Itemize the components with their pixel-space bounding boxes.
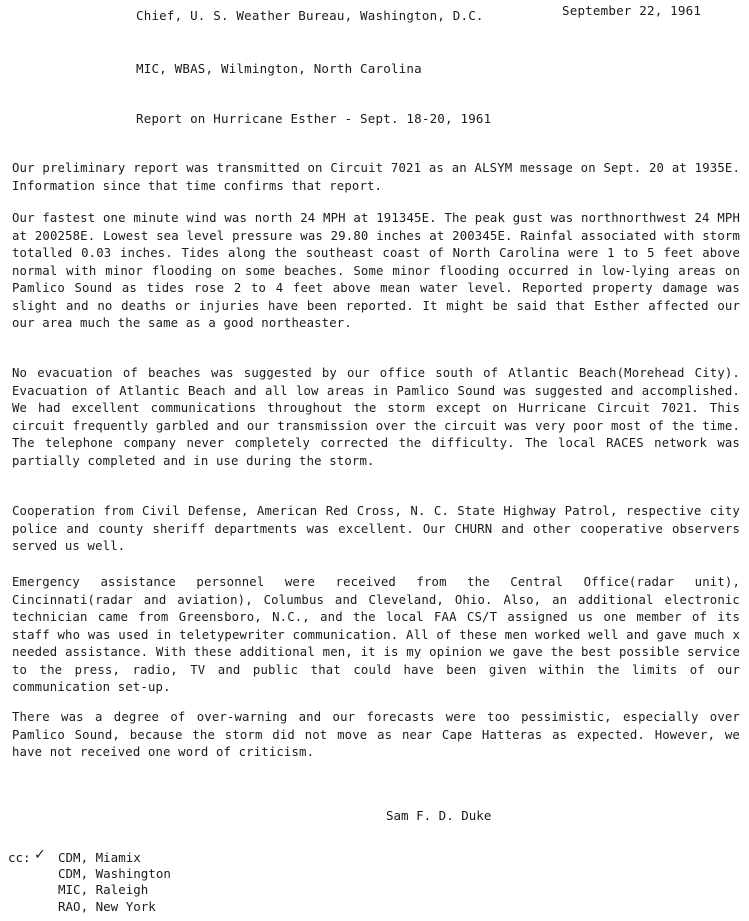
signature: Sam F. D. Duke [386,808,492,823]
check-mark-icon: ✓ [34,847,46,863]
paragraph-evacuation: No evacuation of beaches was suggested by our office south of Atlantic Beach(Morehead City). Evacuation of Atlantic Beach and all low areas in Pamlico Sound was suggested and accomplished. We had excellent communications throughout the storm except on Hurricane Circuit 7021. This circuit frequently garbled and our transmission over the circuit was very poor most of the time. The telephone company never completely corrected the difficulty. The local RACES network was partially completed and in use during the storm. [12,366,740,468]
cc-recipient: CDM, Washington [58,866,171,881]
from-line: MIC, WBAS, Wilmington, North Carolina [136,61,422,76]
cc-label: cc: [8,850,31,865]
paragraph-cooperation: Cooperation from Civil Defense, American Red Cross, N. C. State Highway Patrol, respective city police and county sheriff departments was excellent. Our CHURN and other cooperative observers served us well. [12,504,740,553]
memo-date: September 22, 1961 [562,3,702,18]
paragraph-emergency-assistance: Emergency assistance personnel were received from the Central Office(radar unit), Cincinnati(radar and aviation), Columbus and Cleveland, Ohio. Also, an additional electronic technician came from Greensboro, N.C., and the local FAA CS/T assigned us one member of its staff who was used in teletypewriter communication. All of these men worked well and gave much x needed assistance. With these additional men, it is my opinion we gave the best possible service to the press, radio, TV and public that could have been given within the limits of our communication set-up. [12,575,740,694]
paragraph-preliminary-report: Our preliminary report was transmitted on Circuit 7021 as an ALSYM message on Sept. 20 at 1935E. Information since that time confirms that report. [12,161,740,193]
paragraph-observations: Our fastest one minute wind was north 24 MPH at 191345E. The peak gust was northnorthwest 24 MPH at 200258E. Lowest sea level pressure was 29.80 inches at 200345E. Rainfal associated with storm totalled 0.03 inches. Tides along the southeast coast of North Carolina were 1 to 5 feet above normal with minor flooding on some beaches. Some minor flooding occurred in low-lying areas on Pamlico Sound as tides rose 2 to 4 feet above mean water level. Reported property damage was slight and no deaths or injuries have been reported. It might be said that Esther affected our our area much the same as a good northeaster. [12,211,740,330]
cc-recipient: RAO, New York [58,899,156,914]
paragraph-over-warning: There was a degree of over-warning and our forecasts were too pessimistic, especially over Pamlico Sound, because the storm did not move as near Cape Hatteras as expected. However, we have not received one word of criticism. [12,710,740,759]
subject-line: Report on Hurricane Esther - Sept. 18-20, 1961 [136,111,492,126]
cc-recipient: MIC, Raleigh [58,882,149,897]
to-line: Chief, U. S. Weather Bureau, Washington, D.C. [136,8,484,23]
cc-recipient: CDM, Miamix [58,850,141,865]
